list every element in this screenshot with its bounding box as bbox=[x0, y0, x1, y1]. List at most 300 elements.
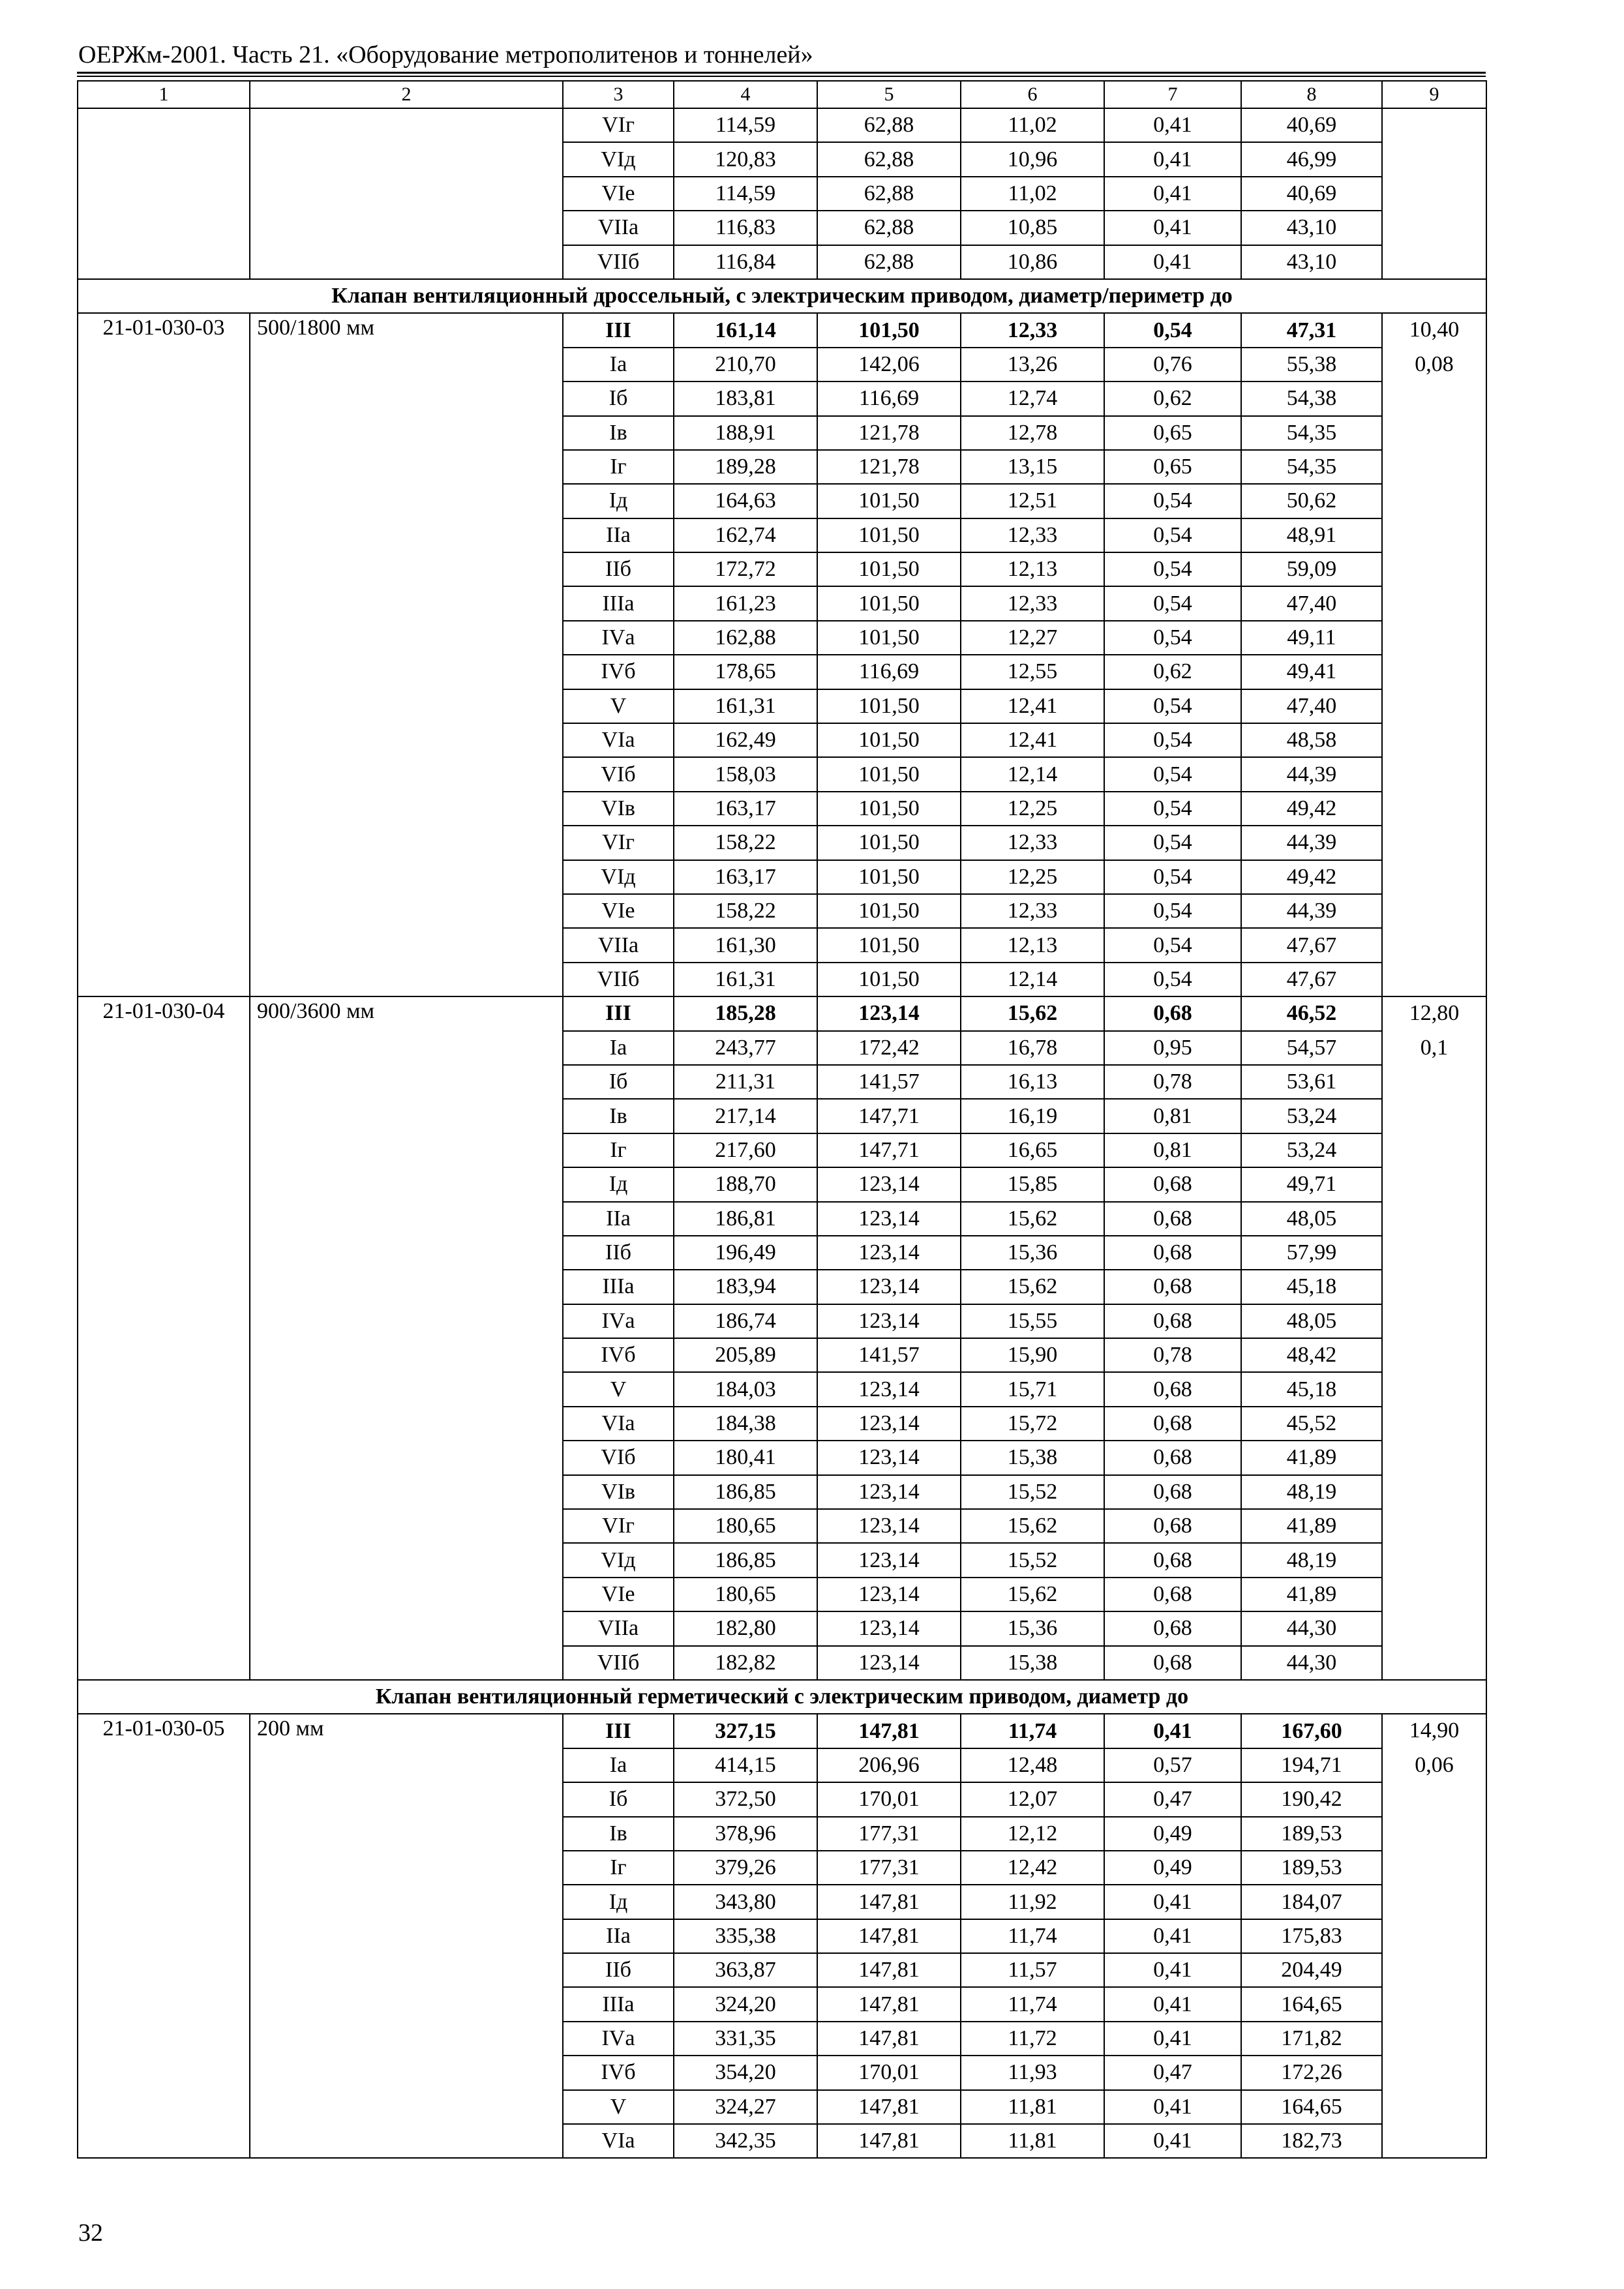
cell-c4: 180,41 bbox=[674, 1441, 817, 1474]
region-index: V bbox=[563, 1372, 674, 1406]
cell-c6: 11,81 bbox=[961, 2124, 1104, 2158]
cell-c5: 123,14 bbox=[817, 1270, 961, 1304]
cell-c6: 12,33 bbox=[961, 586, 1104, 620]
cell-c6: 15,55 bbox=[961, 1304, 1104, 1338]
col9-value: 12,80 bbox=[1409, 1001, 1460, 1026]
cell-c6: 12,55 bbox=[961, 655, 1104, 689]
cell-c8: 59,09 bbox=[1241, 552, 1382, 586]
cell-c5: 123,14 bbox=[817, 1236, 961, 1270]
rate-name: 500/1800 мм bbox=[250, 313, 563, 996]
cell-c4: 342,35 bbox=[674, 2124, 817, 2158]
cell-c8: 45,18 bbox=[1241, 1270, 1382, 1304]
table-row bbox=[78, 996, 1486, 1030]
cell-c7: 0,54 bbox=[1104, 484, 1241, 518]
cell-c7: 0,78 bbox=[1104, 1065, 1241, 1099]
cell-c8: 47,40 bbox=[1241, 586, 1382, 620]
cell-c4: 217,60 bbox=[674, 1133, 817, 1167]
table-row bbox=[78, 313, 1486, 347]
column-number: 4 bbox=[674, 81, 817, 108]
cell-c4: 161,23 bbox=[674, 586, 817, 620]
cell-c6: 11,57 bbox=[961, 1953, 1104, 1987]
cell-c4: 363,87 bbox=[674, 1953, 817, 1987]
cell-c4: 186,85 bbox=[674, 1475, 817, 1509]
region-index: IVа bbox=[563, 621, 674, 655]
region-index: IIб bbox=[563, 1953, 674, 1987]
cell-c4: 354,20 bbox=[674, 2056, 817, 2089]
column-number: 6 bbox=[961, 81, 1104, 108]
cell-c4: 211,31 bbox=[674, 1065, 817, 1099]
cell-c5: 101,50 bbox=[817, 928, 961, 962]
region-index: VIе bbox=[563, 894, 674, 928]
cell-c5: 123,14 bbox=[817, 1646, 961, 1680]
cell-c6: 13,15 bbox=[961, 450, 1104, 484]
cell-c5: 147,81 bbox=[817, 1953, 961, 1987]
region-index: VIе bbox=[563, 1578, 674, 1611]
cell-c4: 116,84 bbox=[674, 245, 817, 279]
cell-c4: 158,22 bbox=[674, 894, 817, 928]
cell-c5: 123,14 bbox=[817, 1543, 961, 1577]
region-index: IVб bbox=[563, 655, 674, 689]
cell-c4: 184,03 bbox=[674, 1372, 817, 1406]
cell-c5: 101,50 bbox=[817, 313, 961, 347]
cell-c8: 175,83 bbox=[1241, 1919, 1382, 1953]
cell-c6: 12,33 bbox=[961, 518, 1104, 552]
cell-c5: 101,50 bbox=[817, 586, 961, 620]
cell-c8: 53,24 bbox=[1241, 1133, 1382, 1167]
column-number: 3 bbox=[563, 81, 674, 108]
cell-c7: 0,68 bbox=[1104, 1407, 1241, 1441]
cell-c6: 15,62 bbox=[961, 1578, 1104, 1611]
cell-c6: 12,41 bbox=[961, 723, 1104, 757]
cell-c5: 101,50 bbox=[817, 826, 961, 860]
cell-c7: 0,65 bbox=[1104, 450, 1241, 484]
cell-c4: 162,74 bbox=[674, 518, 817, 552]
cell-c8: 43,10 bbox=[1241, 211, 1382, 245]
cell-c8: 43,10 bbox=[1241, 245, 1382, 279]
col9-value: 0,06 bbox=[1415, 1753, 1454, 1778]
cell-c8: 171,82 bbox=[1241, 2022, 1382, 2056]
cell-c8: 40,69 bbox=[1241, 108, 1382, 142]
cell-c5: 123,14 bbox=[817, 1202, 961, 1236]
region-index: VIв bbox=[563, 1475, 674, 1509]
cell-c8: 48,42 bbox=[1241, 1338, 1382, 1372]
cell-c7: 0,47 bbox=[1104, 1782, 1241, 1816]
cell-c5: 123,14 bbox=[817, 996, 961, 1030]
cell-c5: 147,81 bbox=[817, 1885, 961, 1919]
cell-c6: 11,74 bbox=[961, 1987, 1104, 2021]
cell-c6: 16,65 bbox=[961, 1133, 1104, 1167]
cell-c8: 47,40 bbox=[1241, 689, 1382, 723]
cell-c5: 101,50 bbox=[817, 552, 961, 586]
region-index: Iб bbox=[563, 1782, 674, 1816]
column-number: 5 bbox=[817, 81, 961, 108]
cell-c8: 49,42 bbox=[1241, 792, 1382, 826]
cell-c7: 0,41 bbox=[1104, 2124, 1241, 2158]
cell-c7: 0,68 bbox=[1104, 1475, 1241, 1509]
cell-c7: 0,65 bbox=[1104, 416, 1241, 450]
region-index: VIд bbox=[563, 860, 674, 894]
region-index: VIIа bbox=[563, 211, 674, 245]
column-number: 2 bbox=[250, 81, 563, 108]
cell-c6: 12,74 bbox=[961, 382, 1104, 415]
cell-c7: 0,41 bbox=[1104, 211, 1241, 245]
cell-c4: 116,83 bbox=[674, 211, 817, 245]
region-index: Iд bbox=[563, 484, 674, 518]
cell-c4: 414,15 bbox=[674, 1748, 817, 1782]
cell-c4: 189,28 bbox=[674, 450, 817, 484]
cell-c5: 101,50 bbox=[817, 860, 961, 894]
cell-c4: 185,28 bbox=[674, 996, 817, 1030]
cell-c4: 172,72 bbox=[674, 552, 817, 586]
section-title: Клапан вентиляционный герметический с электрическим приводом, диаметр до bbox=[78, 1680, 1486, 1714]
cell-c8: 41,89 bbox=[1241, 1441, 1382, 1474]
rate-name bbox=[250, 108, 563, 279]
cell-c6: 15,38 bbox=[961, 1441, 1104, 1474]
col9-value: 10,40 bbox=[1409, 318, 1460, 342]
cell-c7: 0,78 bbox=[1104, 1338, 1241, 1372]
region-index: VIа bbox=[563, 2124, 674, 2158]
cell-c4: 180,65 bbox=[674, 1578, 817, 1611]
region-index: IIа bbox=[563, 1919, 674, 1953]
cell-c6: 12,13 bbox=[961, 552, 1104, 586]
cell-c5: 116,69 bbox=[817, 382, 961, 415]
cell-c6: 12,14 bbox=[961, 757, 1104, 791]
cell-c5: 172,42 bbox=[817, 1031, 961, 1065]
cell-c4: 324,20 bbox=[674, 1987, 817, 2021]
col9-value: 0,08 bbox=[1415, 352, 1454, 377]
region-index: Iв bbox=[563, 1099, 674, 1133]
cell-c7: 0,41 bbox=[1104, 108, 1241, 142]
cell-c5: 101,50 bbox=[817, 723, 961, 757]
cell-c4: 161,30 bbox=[674, 928, 817, 962]
cell-c6: 12,41 bbox=[961, 689, 1104, 723]
cell-c7: 0,49 bbox=[1104, 1817, 1241, 1851]
cell-c7: 0,81 bbox=[1104, 1099, 1241, 1133]
cell-c6: 15,52 bbox=[961, 1543, 1104, 1577]
cell-c8: 49,42 bbox=[1241, 860, 1382, 894]
cell-c6: 15,90 bbox=[961, 1338, 1104, 1372]
cell-c5: 121,78 bbox=[817, 416, 961, 450]
cell-c8: 45,18 bbox=[1241, 1372, 1382, 1406]
cell-c7: 0,54 bbox=[1104, 723, 1241, 757]
cell-c4: 158,22 bbox=[674, 826, 817, 860]
cell-c6: 12,13 bbox=[961, 928, 1104, 962]
rate-name: 900/3600 мм bbox=[250, 996, 563, 1680]
region-index: VIIб bbox=[563, 963, 674, 996]
cell-c5: 123,14 bbox=[817, 1441, 961, 1474]
cell-c8: 41,89 bbox=[1241, 1578, 1382, 1611]
region-index: Iб bbox=[563, 1065, 674, 1099]
cell-c5: 147,81 bbox=[817, 1919, 961, 1953]
region-index: VIб bbox=[563, 757, 674, 791]
cell-c6: 12,33 bbox=[961, 826, 1104, 860]
cell-c4: 196,49 bbox=[674, 1236, 817, 1270]
rates-table bbox=[77, 80, 1487, 2159]
cell-c6: 16,13 bbox=[961, 1065, 1104, 1099]
cell-c6: 11,92 bbox=[961, 1885, 1104, 1919]
region-index: VIг bbox=[563, 108, 674, 142]
cell-c8: 184,07 bbox=[1241, 1885, 1382, 1919]
cell-c8: 44,30 bbox=[1241, 1646, 1382, 1680]
cell-c4: 164,63 bbox=[674, 484, 817, 518]
cell-c6: 12,51 bbox=[961, 484, 1104, 518]
cell-c7: 0,41 bbox=[1104, 142, 1241, 176]
cell-c7: 0,54 bbox=[1104, 313, 1241, 347]
cell-c7: 0,76 bbox=[1104, 348, 1241, 382]
cell-c6: 15,36 bbox=[961, 1611, 1104, 1645]
cell-c6: 15,71 bbox=[961, 1372, 1104, 1406]
cell-c5: 116,69 bbox=[817, 655, 961, 689]
cell-c6: 11,81 bbox=[961, 2090, 1104, 2124]
header-rule-bottom bbox=[77, 76, 1486, 77]
cell-c7: 0,41 bbox=[1104, 1919, 1241, 1953]
region-index: VIд bbox=[563, 142, 674, 176]
cell-c8: 54,35 bbox=[1241, 450, 1382, 484]
region-index: III bbox=[563, 1714, 674, 1748]
cell-c8: 172,26 bbox=[1241, 2056, 1382, 2089]
cell-c5: 170,01 bbox=[817, 2056, 961, 2089]
cell-c4: 114,59 bbox=[674, 108, 817, 142]
cell-c4: 188,70 bbox=[674, 1167, 817, 1201]
cell-c7: 0,54 bbox=[1104, 621, 1241, 655]
region-index: VIб bbox=[563, 1441, 674, 1474]
cell-c5: 62,88 bbox=[817, 211, 961, 245]
cell-c6: 12,42 bbox=[961, 1851, 1104, 1885]
section-title-row bbox=[78, 279, 1486, 313]
cell-c7: 0,68 bbox=[1104, 1509, 1241, 1543]
cell-c7: 0,54 bbox=[1104, 552, 1241, 586]
cell-c8: 45,52 bbox=[1241, 1407, 1382, 1441]
region-index: IIIа bbox=[563, 1987, 674, 2021]
cell-c7: 0,68 bbox=[1104, 1372, 1241, 1406]
region-index: III bbox=[563, 313, 674, 347]
cell-c8: 57,99 bbox=[1241, 1236, 1382, 1270]
region-index: IIа bbox=[563, 1202, 674, 1236]
cell-c8: 54,35 bbox=[1241, 416, 1382, 450]
cell-c6: 11,74 bbox=[961, 1714, 1104, 1748]
cell-c5: 147,81 bbox=[817, 2022, 961, 2056]
cell-c8: 47,67 bbox=[1241, 963, 1382, 996]
cell-c8: 46,52 bbox=[1241, 996, 1382, 1030]
cell-c7: 0,41 bbox=[1104, 2090, 1241, 2124]
cell-c7: 0,68 bbox=[1104, 1236, 1241, 1270]
cell-c5: 62,88 bbox=[817, 177, 961, 211]
cell-c6: 13,26 bbox=[961, 348, 1104, 382]
cell-c4: 182,80 bbox=[674, 1611, 817, 1645]
region-index: Iб bbox=[563, 382, 674, 415]
region-index: VIг bbox=[563, 826, 674, 860]
rate-code: 21-01-030-04 bbox=[78, 996, 250, 1680]
cell-c4: 158,03 bbox=[674, 757, 817, 791]
cell-c4: 205,89 bbox=[674, 1338, 817, 1372]
cell-c5: 147,71 bbox=[817, 1133, 961, 1167]
region-index: III bbox=[563, 996, 674, 1030]
cell-c7: 0,81 bbox=[1104, 1133, 1241, 1167]
cell-c7: 0,54 bbox=[1104, 586, 1241, 620]
cell-c8: 189,53 bbox=[1241, 1817, 1382, 1851]
cell-c5: 123,14 bbox=[817, 1611, 961, 1645]
cell-c8: 53,61 bbox=[1241, 1065, 1382, 1099]
region-index: Iв bbox=[563, 416, 674, 450]
cell-c5: 101,50 bbox=[817, 689, 961, 723]
cell-c6: 10,85 bbox=[961, 211, 1104, 245]
cell-c7: 0,41 bbox=[1104, 1714, 1241, 1748]
cell-c7: 0,54 bbox=[1104, 826, 1241, 860]
cell-c8: 167,60 bbox=[1241, 1714, 1382, 1748]
region-index: VIа bbox=[563, 1407, 674, 1441]
cell-c8: 44,39 bbox=[1241, 757, 1382, 791]
cell-c7: 0,68 bbox=[1104, 1578, 1241, 1611]
cell-c4: 343,80 bbox=[674, 1885, 817, 1919]
column-number-row bbox=[78, 81, 1486, 108]
col9-values bbox=[1382, 108, 1486, 279]
cell-c8: 48,58 bbox=[1241, 723, 1382, 757]
cell-c5: 101,50 bbox=[817, 621, 961, 655]
cell-c4: 178,65 bbox=[674, 655, 817, 689]
cell-c6: 15,62 bbox=[961, 996, 1104, 1030]
cell-c8: 50,62 bbox=[1241, 484, 1382, 518]
cell-c8: 53,24 bbox=[1241, 1099, 1382, 1133]
cell-c4: 180,65 bbox=[674, 1509, 817, 1543]
cell-c6: 12,12 bbox=[961, 1817, 1104, 1851]
cell-c4: 335,38 bbox=[674, 1919, 817, 1953]
cell-c8: 48,05 bbox=[1241, 1202, 1382, 1236]
cell-c4: 243,77 bbox=[674, 1031, 817, 1065]
cell-c4: 184,38 bbox=[674, 1407, 817, 1441]
region-index: Iа bbox=[563, 1031, 674, 1065]
region-index: Iв bbox=[563, 1817, 674, 1851]
cell-c7: 0,68 bbox=[1104, 1167, 1241, 1201]
cell-c6: 12,27 bbox=[961, 621, 1104, 655]
cell-c6: 15,62 bbox=[961, 1270, 1104, 1304]
cell-c8: 48,19 bbox=[1241, 1543, 1382, 1577]
col9-values bbox=[1382, 996, 1486, 1680]
cell-c5: 142,06 bbox=[817, 348, 961, 382]
cell-c6: 12,25 bbox=[961, 860, 1104, 894]
rate-code: 21-01-030-03 bbox=[78, 313, 250, 996]
cell-c4: 188,91 bbox=[674, 416, 817, 450]
cell-c8: 54,57 bbox=[1241, 1031, 1382, 1065]
cell-c5: 62,88 bbox=[817, 245, 961, 279]
cell-c6: 12,78 bbox=[961, 416, 1104, 450]
cell-c8: 48,91 bbox=[1241, 518, 1382, 552]
cell-c8: 48,05 bbox=[1241, 1304, 1382, 1338]
col9-values bbox=[1382, 313, 1486, 996]
cell-c4: 379,26 bbox=[674, 1851, 817, 1885]
cell-c8: 49,11 bbox=[1241, 621, 1382, 655]
cell-c7: 0,54 bbox=[1104, 963, 1241, 996]
region-index: IIа bbox=[563, 518, 674, 552]
cell-c8: 182,73 bbox=[1241, 2124, 1382, 2158]
region-index: VIIб bbox=[563, 1646, 674, 1680]
cell-c6: 15,62 bbox=[961, 1509, 1104, 1543]
cell-c4: 120,83 bbox=[674, 142, 817, 176]
cell-c8: 164,65 bbox=[1241, 2090, 1382, 2124]
region-index: IVб bbox=[563, 1338, 674, 1372]
cell-c4: 186,85 bbox=[674, 1543, 817, 1577]
region-index: IVб bbox=[563, 2056, 674, 2089]
cell-c4: 161,31 bbox=[674, 963, 817, 996]
cell-c8: 46,99 bbox=[1241, 142, 1382, 176]
cell-c4: 163,17 bbox=[674, 792, 817, 826]
cell-c5: 62,88 bbox=[817, 142, 961, 176]
region-index: Iд bbox=[563, 1167, 674, 1201]
cell-c6: 12,33 bbox=[961, 313, 1104, 347]
cell-c8: 47,31 bbox=[1241, 313, 1382, 347]
cell-c8: 44,30 bbox=[1241, 1611, 1382, 1645]
cell-c7: 0,68 bbox=[1104, 1202, 1241, 1236]
cell-c6: 12,14 bbox=[961, 963, 1104, 996]
region-index: IIIа bbox=[563, 1270, 674, 1304]
cell-c4: 114,59 bbox=[674, 177, 817, 211]
region-index: VIг bbox=[563, 1509, 674, 1543]
cell-c5: 177,31 bbox=[817, 1851, 961, 1885]
cell-c7: 0,57 bbox=[1104, 1748, 1241, 1782]
cell-c8: 204,49 bbox=[1241, 1953, 1382, 1987]
cell-c4: 162,88 bbox=[674, 621, 817, 655]
cell-c4: 182,82 bbox=[674, 1646, 817, 1680]
cell-c6: 12,33 bbox=[961, 894, 1104, 928]
cell-c6: 10,86 bbox=[961, 245, 1104, 279]
cell-c4: 331,35 bbox=[674, 2022, 817, 2056]
column-number: 9 bbox=[1382, 81, 1486, 108]
region-index: IVа bbox=[563, 1304, 674, 1338]
cell-c4: 378,96 bbox=[674, 1817, 817, 1851]
cell-c7: 0,54 bbox=[1104, 928, 1241, 962]
cell-c7: 0,68 bbox=[1104, 1441, 1241, 1474]
region-index: Iа bbox=[563, 1748, 674, 1782]
cell-c7: 0,68 bbox=[1104, 1646, 1241, 1680]
cell-c5: 147,81 bbox=[817, 1987, 961, 2021]
col9-value: 14,90 bbox=[1409, 1718, 1460, 1743]
cell-c7: 0,47 bbox=[1104, 2056, 1241, 2089]
page-header: ОЕРЖм-2001. Часть 21. «Оборудование метрополитенов и тоннелей» bbox=[78, 41, 813, 68]
cell-c7: 0,54 bbox=[1104, 689, 1241, 723]
col9-values bbox=[1382, 1714, 1486, 2158]
cell-c5: 101,50 bbox=[817, 963, 961, 996]
cell-c4: 183,81 bbox=[674, 382, 817, 415]
cell-c4: 186,74 bbox=[674, 1304, 817, 1338]
cell-c8: 44,39 bbox=[1241, 894, 1382, 928]
cell-c5: 141,57 bbox=[817, 1065, 961, 1099]
cell-c5: 121,78 bbox=[817, 450, 961, 484]
cell-c7: 0,41 bbox=[1104, 177, 1241, 211]
cell-c8: 47,67 bbox=[1241, 928, 1382, 962]
region-index: VIIа bbox=[563, 928, 674, 962]
cell-c5: 177,31 bbox=[817, 1817, 961, 1851]
cell-c8: 48,19 bbox=[1241, 1475, 1382, 1509]
cell-c7: 0,68 bbox=[1104, 1611, 1241, 1645]
cell-c6: 16,78 bbox=[961, 1031, 1104, 1065]
cell-c5: 147,81 bbox=[817, 2124, 961, 2158]
cell-c4: 217,14 bbox=[674, 1099, 817, 1133]
cell-c5: 123,14 bbox=[817, 1167, 961, 1201]
cell-c6: 16,19 bbox=[961, 1099, 1104, 1133]
cell-c8: 54,38 bbox=[1241, 382, 1382, 415]
cell-c5: 101,50 bbox=[817, 894, 961, 928]
cell-c7: 0,41 bbox=[1104, 1953, 1241, 1987]
cell-c6: 15,62 bbox=[961, 1202, 1104, 1236]
cell-c8: 164,65 bbox=[1241, 1987, 1382, 2021]
region-index: IIIа bbox=[563, 586, 674, 620]
cell-c8: 194,71 bbox=[1241, 1748, 1382, 1782]
cell-c7: 0,54 bbox=[1104, 757, 1241, 791]
cell-c8: 189,53 bbox=[1241, 1851, 1382, 1885]
col9-value: 0,1 bbox=[1420, 1036, 1449, 1060]
cell-c4: 161,31 bbox=[674, 689, 817, 723]
cell-c6: 10,96 bbox=[961, 142, 1104, 176]
cell-c8: 41,89 bbox=[1241, 1509, 1382, 1543]
